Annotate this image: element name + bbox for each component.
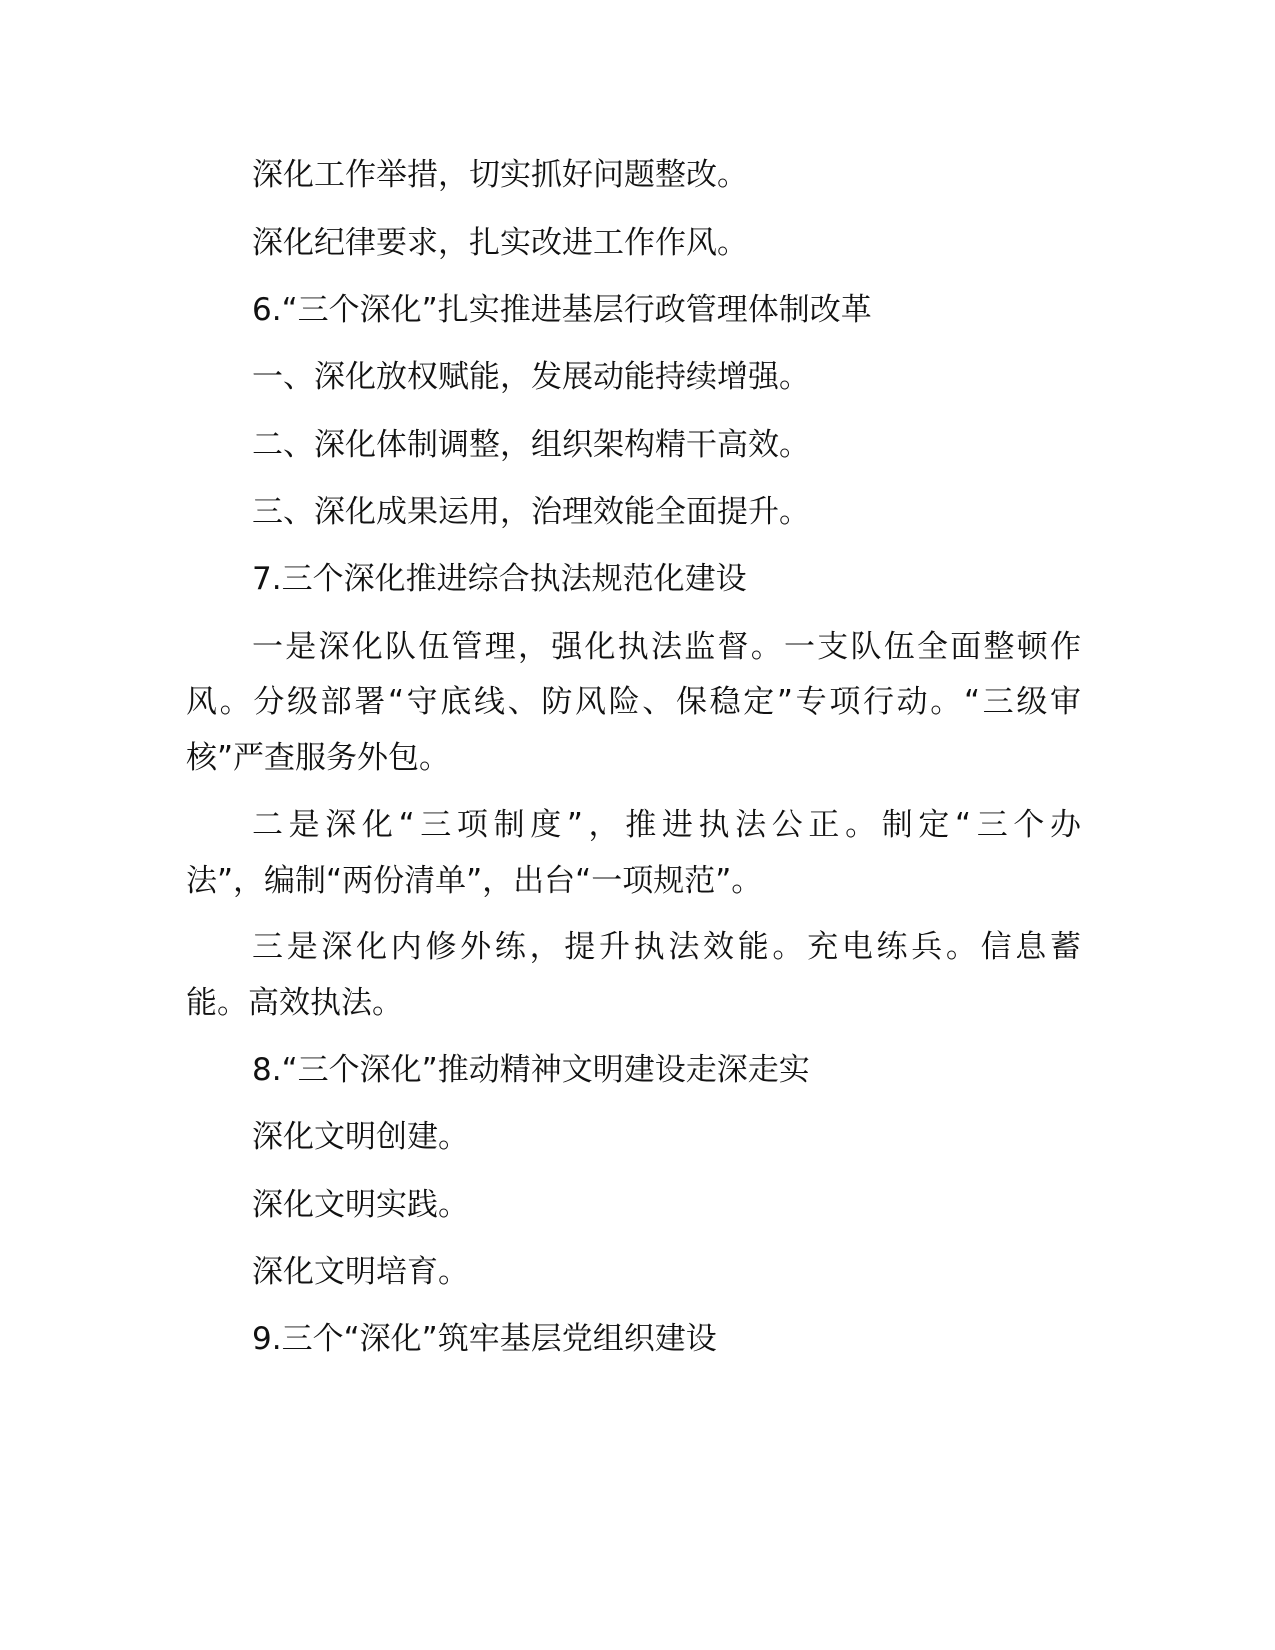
paragraph-line: 三是深化内修外练，提升执法效能。充电练兵。信息蓄 xyxy=(252,929,1081,965)
paragraph-text: 深化工作举措，切实抓好问题整改。 xyxy=(252,157,748,193)
paragraph-line: 二是深化“三项制度”，推进执法公正。制定“三个办 xyxy=(252,807,1081,843)
paragraph-text: 一、深化放权赋能，发展动能持续增强。 xyxy=(252,359,810,395)
paragraph-text: 深化文明培育。 xyxy=(252,1254,469,1290)
paragraph-text: 二、深化体制调整，组织架构精干高效。 xyxy=(252,427,810,463)
section-heading-7: 7.三个深化推进综合执法规范化建设 xyxy=(252,561,747,597)
section-heading-9: 9.三个“深化”筑牢基层党组织建设 xyxy=(252,1321,717,1357)
paragraph-text: 深化纪律要求，扎实改进工作作风。 xyxy=(252,225,748,261)
paragraph-text: 三、深化成果运用，治理效能全面提升。 xyxy=(252,494,810,530)
section-heading-8: 8.“三个深化”推动精神文明建设走深走实 xyxy=(252,1052,810,1088)
paragraph-line: 核”严查服务外包。 xyxy=(186,740,451,776)
section-heading-6: 6.“三个深化”扎实推进基层行政管理体制改革 xyxy=(252,292,872,328)
paragraph-text: 深化文明创建。 xyxy=(252,1119,469,1155)
paragraph-line: 能。高效执法。 xyxy=(186,985,403,1021)
paragraph-line: 一是深化队伍管理，强化执法监督。一支队伍全面整顿作 xyxy=(252,629,1081,665)
paragraph-text: 深化文明实践。 xyxy=(252,1187,469,1223)
paragraph-line: 风。分级部署“守底线、防风险、保稳定”专项行动。“三级审 xyxy=(186,684,1081,720)
paragraph-line: 法”，编制“两份清单”，出台“一项规范”。 xyxy=(186,863,763,899)
